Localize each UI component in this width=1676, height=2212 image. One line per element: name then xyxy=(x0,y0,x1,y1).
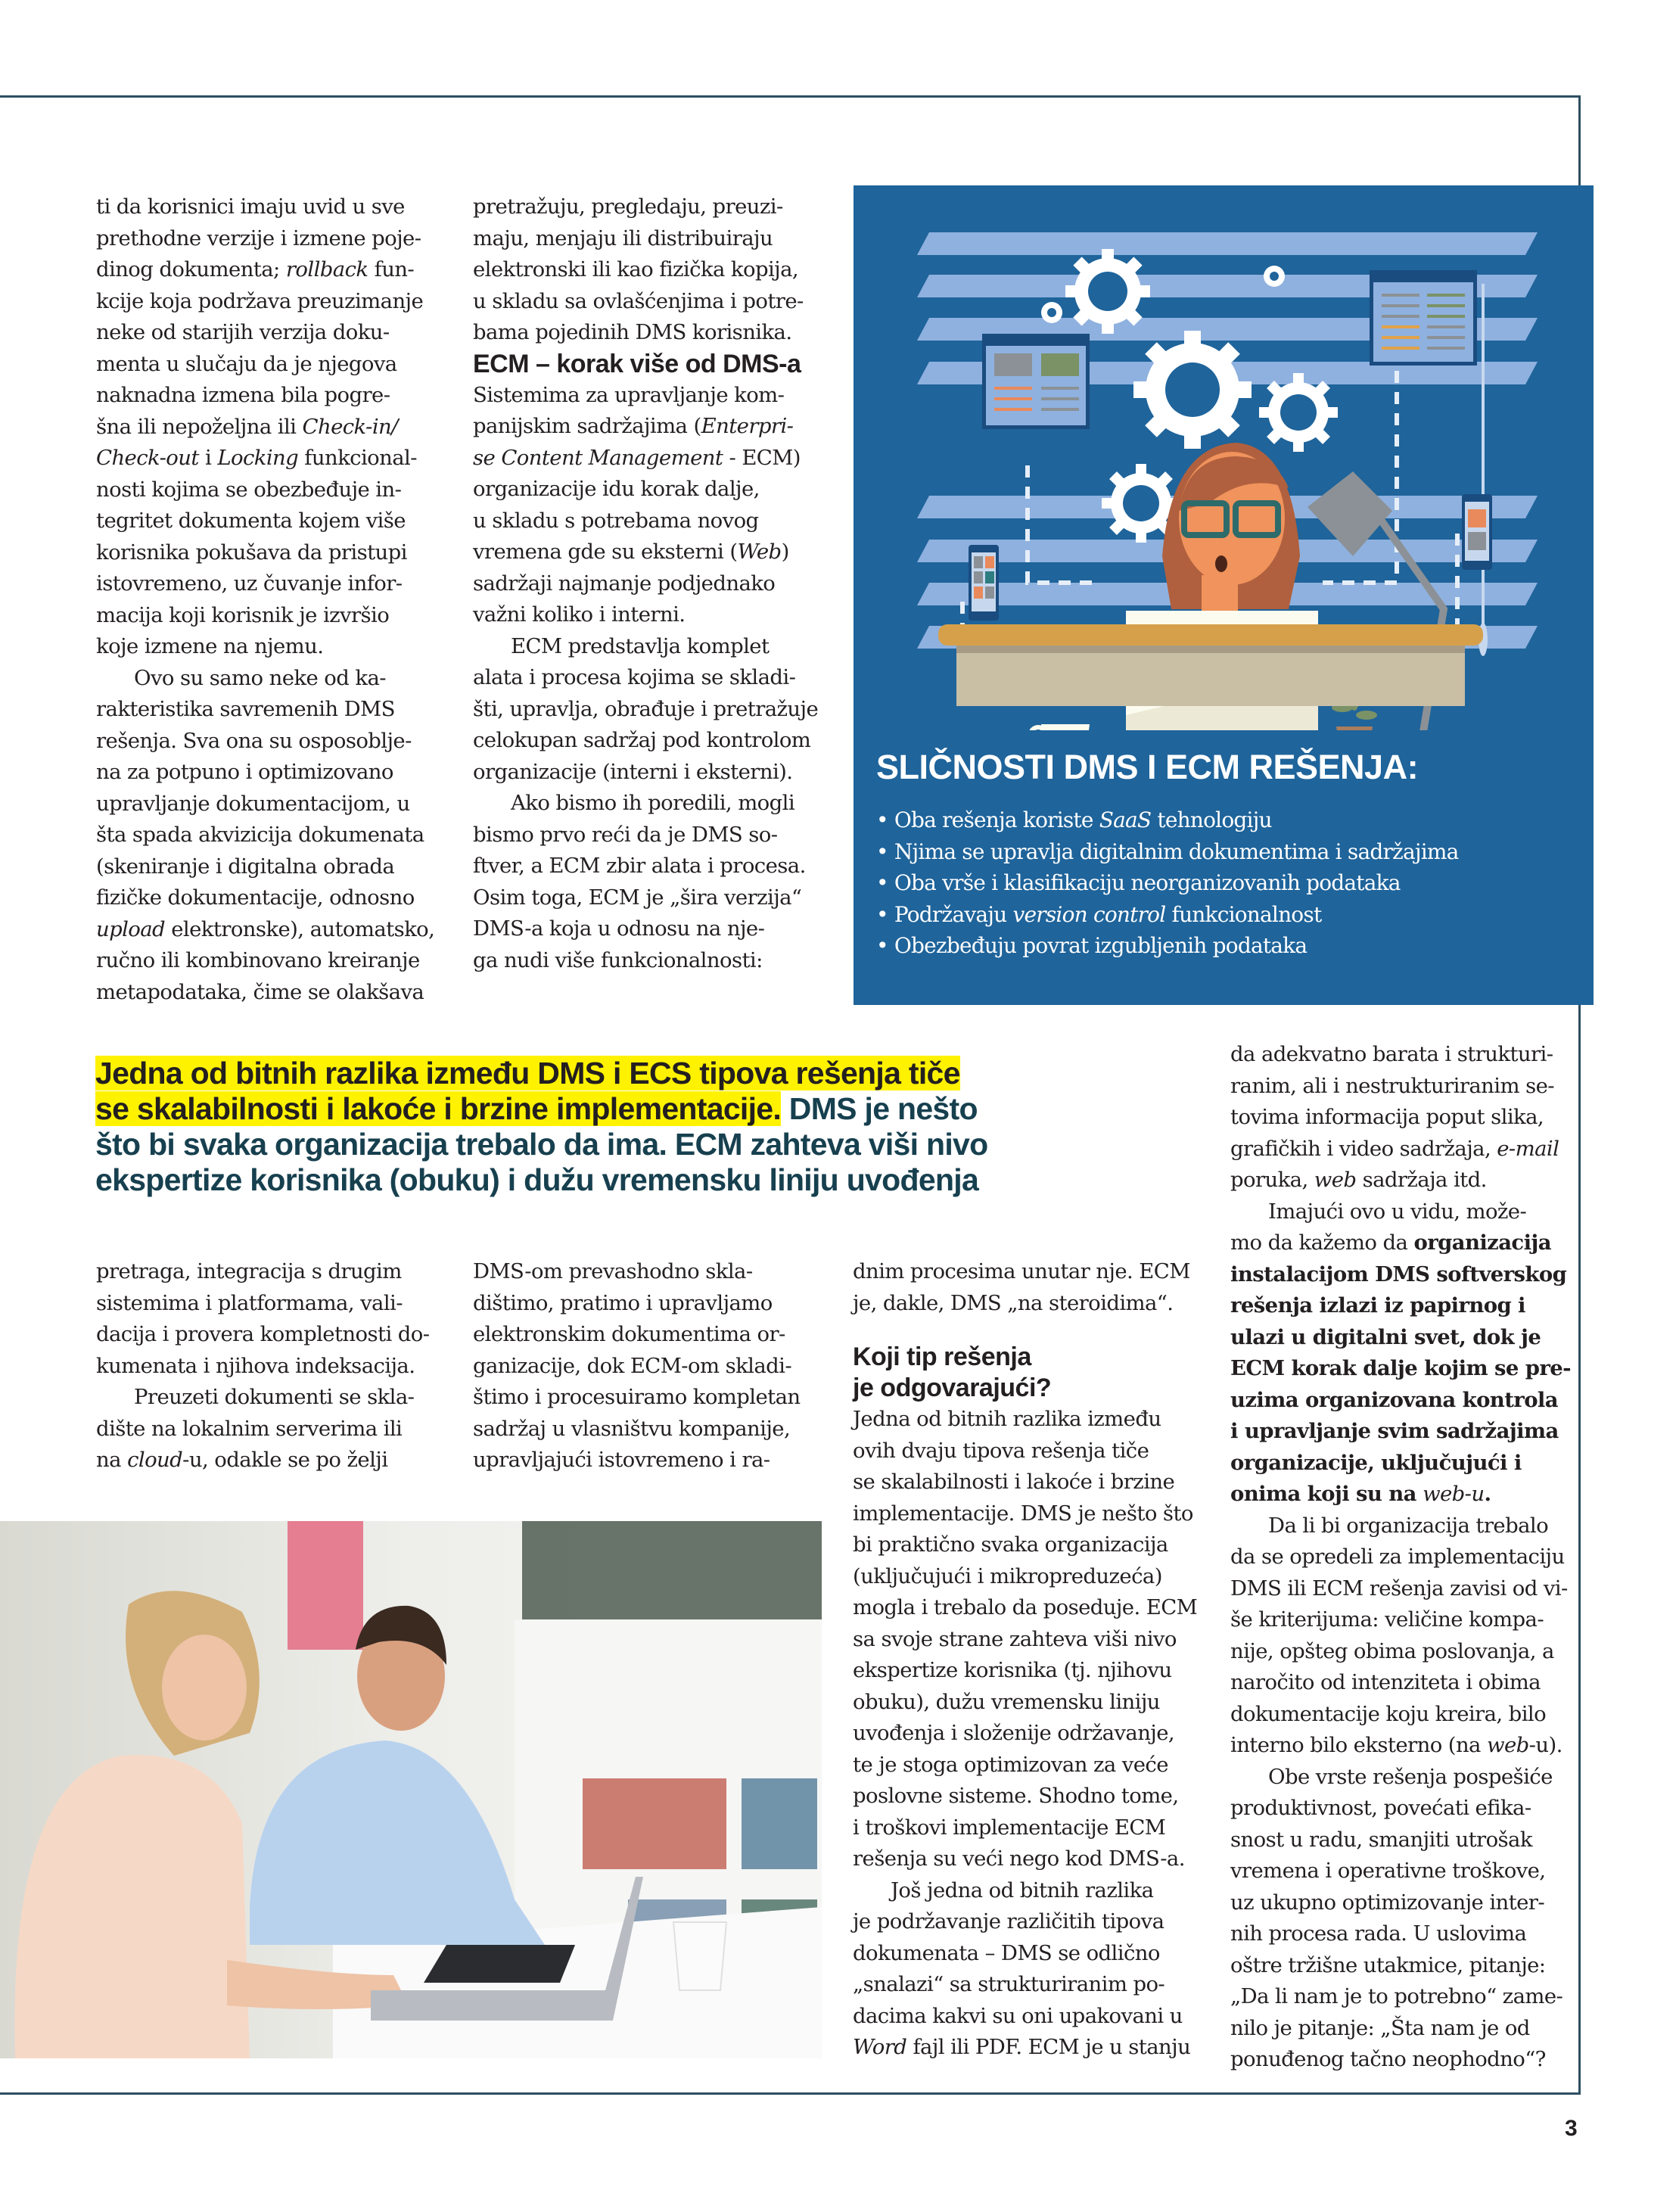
text-line: neke od starijih verzija doku- xyxy=(96,320,390,344)
similarities-infobox xyxy=(854,185,1594,1005)
text-line: Osim toga, ECM je „šira verzija“ xyxy=(473,885,802,910)
text-line: uz ukupno optimizovanje inter- xyxy=(1230,1890,1545,1915)
text-line: mogla i trebalo da poseduje. ECM xyxy=(853,1595,1198,1619)
column-1-top xyxy=(96,191,434,1008)
text-line: Jedna od bitnih razlika između xyxy=(853,1407,1161,1431)
text-line: da adekvatno barata i strukturi- xyxy=(1230,1042,1553,1066)
text-line: sa svoje strane zahteva viši nivo xyxy=(853,1626,1177,1651)
pull-quote xyxy=(95,1056,1185,1198)
photo-colleagues-laptop xyxy=(0,1521,822,2058)
text-line: tegritet dokumenta kojem više xyxy=(96,509,406,533)
text-line: panijskim sadržajima (Enterpri- xyxy=(473,414,794,438)
text-line: še kriterijuma: veličine kompa- xyxy=(1230,1607,1544,1632)
column-2-top xyxy=(473,191,818,976)
text-line: sadržaj u vlasništvu kompanije, xyxy=(473,1416,791,1441)
text-line: dokumentacije koju kreira, bilo xyxy=(1230,1701,1547,1726)
text-line: dištimo, pratimo i upravljamo xyxy=(473,1290,773,1315)
text-line: ponuđenog tačno neophodno“? xyxy=(1230,2047,1546,2071)
text-line: ulazi u digitalni svet, dok je xyxy=(1230,1324,1541,1349)
infobox-title: SLIČNOSTI DMS I ECM REŠENJA: xyxy=(876,748,1419,786)
text-line: Ovo su samo neke od ka- xyxy=(134,665,386,690)
text-line: na cloud-u, odakle se po želji xyxy=(96,1448,388,1472)
text-line: naročito od intenziteta i obima xyxy=(1230,1670,1541,1694)
text-line: Word fajl ili PDF. ECM je u stanju xyxy=(853,2035,1191,2059)
text-line: šti, upravlja, obrađuje i pretražuje xyxy=(473,696,819,721)
text-line: šna ili nepoželjna ili Check-in/ xyxy=(96,414,398,439)
text-line: onima koji su na web-u. xyxy=(1230,1482,1491,1506)
column-2-bottom xyxy=(473,1256,801,1476)
list-item: • Oba vrše i klasifikaciju neorganizovanih podataka xyxy=(876,867,1459,899)
text-line: DMS ili ECM rešenja zavisi od vi- xyxy=(1230,1576,1568,1601)
text-line: bismo prvo reći da je DMS so- xyxy=(473,822,778,847)
text-line: tovima informacija poput slika, xyxy=(1230,1105,1544,1129)
text-line: instalacijom DMS softverskog xyxy=(1230,1262,1567,1286)
text-line: snost u radu, smanjiti utrošak xyxy=(1230,1827,1532,1852)
text-line: „snalazi“ sa strukturiranim po- xyxy=(853,1972,1165,1996)
term-rollback: rollback xyxy=(285,257,368,282)
text-line: korisnika pokušava da pristupi xyxy=(96,540,407,565)
text-line: Sistemima za upravljanje kom- xyxy=(473,382,785,407)
text-line: (uključujući i mikropreduzeća) xyxy=(853,1563,1162,1588)
text-line: je podržavanje različitih tipova xyxy=(853,1909,1164,1934)
text-line: Check-out i Locking funkcional- xyxy=(96,446,417,470)
text-line: dacima kakvi su oni upakovani u xyxy=(853,2003,1183,2028)
text-line: upload elektronske), automatsko, xyxy=(96,916,435,941)
text-line: važni koliko i interni. xyxy=(473,602,686,627)
text-line: macija koji korisnik je izvršio xyxy=(96,602,390,627)
text-line: i upravljanje svim sadržajima xyxy=(1230,1419,1559,1443)
pull-quote-line: ekspertize korisnika (obuku) i dužu vremensku liniju uvođenja xyxy=(95,1162,979,1197)
text-line: ovih dvaju tipova rešenja tiče xyxy=(853,1438,1149,1463)
text-line: dacija i provera kompletnosti do- xyxy=(96,1322,430,1346)
text-line: bama pojedinih DMS korisnika. xyxy=(473,320,792,344)
text-line: maju, menjaju ili distribuiraju xyxy=(473,226,773,250)
text-line: nih procesa rada. U uslovima xyxy=(1230,1921,1527,1946)
text-line: ranim, ali i nestrukturiranim se- xyxy=(1230,1073,1554,1098)
text-line: grafičkih i video sadržaja, e-mail xyxy=(1230,1136,1559,1161)
text-line: i troškovi implementacije ECM xyxy=(853,1815,1166,1840)
text-line: ECM korak dalje kojim se pre- xyxy=(1230,1356,1571,1380)
text-line: implementacije. DMS je nešto što xyxy=(853,1501,1193,1526)
text-line: ekspertize korisnika (tj. njihovu xyxy=(853,1658,1172,1682)
text-line: metapodataka, čime se olakšava xyxy=(96,979,424,1004)
pull-quote-line xyxy=(95,1056,1185,1091)
text-line: u skladu s potrebama novog xyxy=(473,508,759,533)
text-line: na za potpuno i optimizovano xyxy=(96,760,393,784)
section-heading-ecm: ECM – korak više od DMS-a xyxy=(473,349,801,378)
text-line: rešenja su veći nego kod DMS-a. xyxy=(853,1846,1185,1871)
text-line: vremena gde su eksterni (Web) xyxy=(473,540,789,564)
pull-quote-line: se skalabilnosti i lakoće i brzine implementacije. DMS je nešto xyxy=(95,1091,978,1126)
text-line: je, dakle, DMS „na steroidima“. xyxy=(853,1290,1174,1315)
text-line: naknadna izmena bila pogre- xyxy=(96,383,390,407)
text-line: u skladu sa ovlašćenjima i potre- xyxy=(473,288,804,313)
text-line: organizacije, uključujući i xyxy=(1230,1450,1522,1475)
highlighted-text: se skalabilnosti i lakoće i brzine implementacije. xyxy=(95,1091,782,1126)
column-3-bottom xyxy=(853,1256,1197,2064)
text-line: te je stoga optimizovan za veće xyxy=(853,1752,1168,1777)
text-line: poslovne sisteme. Shodno tome, xyxy=(853,1784,1179,1808)
text-line: rakteristika savremenih DMS xyxy=(96,697,395,721)
text-line: nije, opšteg obima poslovanja, a xyxy=(1230,1638,1554,1663)
text-line: nosti kojima se obezbeđuje in- xyxy=(96,477,402,502)
text-line: šta spada akvizicija dokumenata xyxy=(96,823,424,847)
text-line: koje izmene na njemu. xyxy=(96,634,324,658)
text-line: oštre tržišne utakmice, pitanje: xyxy=(1230,1952,1546,1977)
text-line: poruka, web sadržaja itd. xyxy=(1230,1168,1487,1192)
text-line: rešenja izlazi iz papirnog i xyxy=(1230,1293,1525,1318)
text-line: upravljanje dokumentacijom, u xyxy=(96,791,410,816)
text-line: mo da kažemo da organizacija xyxy=(1230,1230,1551,1255)
desk-foreground xyxy=(854,185,1594,730)
text-line: ručno ili kombinovano kreiranje xyxy=(96,948,420,972)
text-line: upravljajući istovremeno i ra- xyxy=(473,1448,770,1472)
frame-bottom-rule xyxy=(0,2092,1581,2095)
text-line: bi praktično svaka organizacija xyxy=(853,1532,1168,1557)
similarities-list xyxy=(876,804,1459,962)
text-line: sadržaji najmanje podjednako xyxy=(473,571,776,596)
text-line: ftver, a ECM zbir alata i procesa. xyxy=(473,854,806,878)
text-line: dište na lokalnim serverima ili xyxy=(96,1416,403,1441)
text-line: sistemima i platformama, vali- xyxy=(96,1290,403,1315)
text-line: DMS-a koja u odnosu na nje- xyxy=(473,916,765,941)
text-line: ti da korisnici imaju uvid u sve xyxy=(96,194,405,219)
text-line: da se opredeli za implementaciju xyxy=(1230,1545,1565,1569)
text-line: fizičke dokumentacije, odnosno xyxy=(96,885,415,910)
text-line: organizacije (interni i eksterni). xyxy=(473,759,793,784)
list-item: • Obezbeđuju povrat izgubljenih podataka xyxy=(876,930,1459,962)
list-item: • Podržavaju version control funkcionalnost xyxy=(876,899,1459,931)
text-line: produktivnost, povećati efika- xyxy=(1230,1796,1531,1820)
text-line: Imajući ovo u vidu, može- xyxy=(1268,1199,1527,1224)
column-4-bottom xyxy=(1230,1039,1571,2076)
text-line: vremena i operativne troškove, xyxy=(1230,1859,1546,1883)
text-line: DMS-om prevashodno skla- xyxy=(473,1259,753,1283)
text-line: ECM predstavlja komplet xyxy=(511,633,770,658)
text-line: istovremeno, uz čuvanje infor- xyxy=(96,571,403,596)
text-line: organizacije idu korak dalje, xyxy=(473,477,760,501)
text-line: menta u slučaju da je njegova xyxy=(96,351,397,376)
page-number: 3 xyxy=(1565,2116,1578,2141)
text-line: ganizacije, dok ECM-om skladi- xyxy=(473,1353,792,1378)
pull-quote-line: što bi svaka organizacija trebalo da ima. ECM zahteva viši nivo xyxy=(95,1127,988,1162)
text-line: se Content Management - ECM) xyxy=(473,445,801,470)
text-line: Da li bi organizacija trebalo xyxy=(1268,1513,1549,1538)
text-line: Preuzeti dokumenti se skla- xyxy=(134,1385,415,1409)
text-line: celokupan sadržaj pod kontrolom xyxy=(473,728,811,752)
highlighted-text: Jedna od bitnih razlika između DMS i ECS tipova rešenja tiče xyxy=(95,1056,960,1090)
text-line: rešenja. Sva ona su osposoblje- xyxy=(96,728,412,753)
text-line: uvođenja i složenije održavanje, xyxy=(853,1721,1175,1745)
text-line: Obe vrste rešenja pospešiće xyxy=(1268,1764,1553,1789)
text-line: prethodne verzije i izmene poje- xyxy=(96,226,421,250)
list-item: • Oba rešenja koriste SaaS tehnologiju xyxy=(876,804,1459,836)
text-line: nilo je pitanje: „Šta nam je od xyxy=(1230,2015,1530,2040)
text-line: „Da li nam je to potrebno“ zame- xyxy=(1230,1984,1563,2008)
text-line: kumenata i njihova indeksacija. xyxy=(96,1353,415,1378)
text-line: se skalabilnosti i lakoće i brzine xyxy=(853,1470,1175,1494)
text-line: interno bilo eksterno (na web-u). xyxy=(1230,1733,1563,1757)
column-1-bottom xyxy=(96,1256,429,1476)
text-line: pretražuju, pregledaju, preuzi- xyxy=(473,194,783,219)
text-line: ga nudi više funkcionalnosti: xyxy=(473,947,763,972)
text-line: Ako bismo ih poredili, mogli xyxy=(511,791,795,815)
text-line: elektronskim dokumentima or- xyxy=(473,1322,785,1346)
text-line: elektronski ili kao fizička kopija, xyxy=(473,257,799,282)
section-heading-which-type: Koji tip rešenja je odgovarajući? xyxy=(853,1342,1052,1402)
text-line: Još jedna od bitnih razlika xyxy=(891,1878,1154,1902)
text-line: alata i procesa kojima se skladi- xyxy=(473,665,796,689)
list-item: • Njima se upravlja digitalnim dokumentima i sadržajima xyxy=(876,836,1459,868)
text-line: štimo i procesuiramo kompletan xyxy=(473,1385,801,1409)
text-line: dnim procesima unutar nje. ECM xyxy=(853,1259,1190,1283)
text-line: dokumenata – DMS se odlično xyxy=(853,1940,1160,1965)
frame-top-rule xyxy=(0,95,1581,98)
text-line: uzima organizovana kontrola xyxy=(1230,1387,1558,1412)
text-line: kcije koja podržava preuzimanje xyxy=(96,288,424,313)
text-line: pretraga, integracija s drugim xyxy=(96,1259,402,1283)
text-line: (skeniranje i digitalna obrada xyxy=(96,854,395,879)
text-line: dinog dokumenta; rollback fun- xyxy=(96,257,415,282)
text-line: obuku), dužu vremensku liniju xyxy=(853,1689,1160,1714)
